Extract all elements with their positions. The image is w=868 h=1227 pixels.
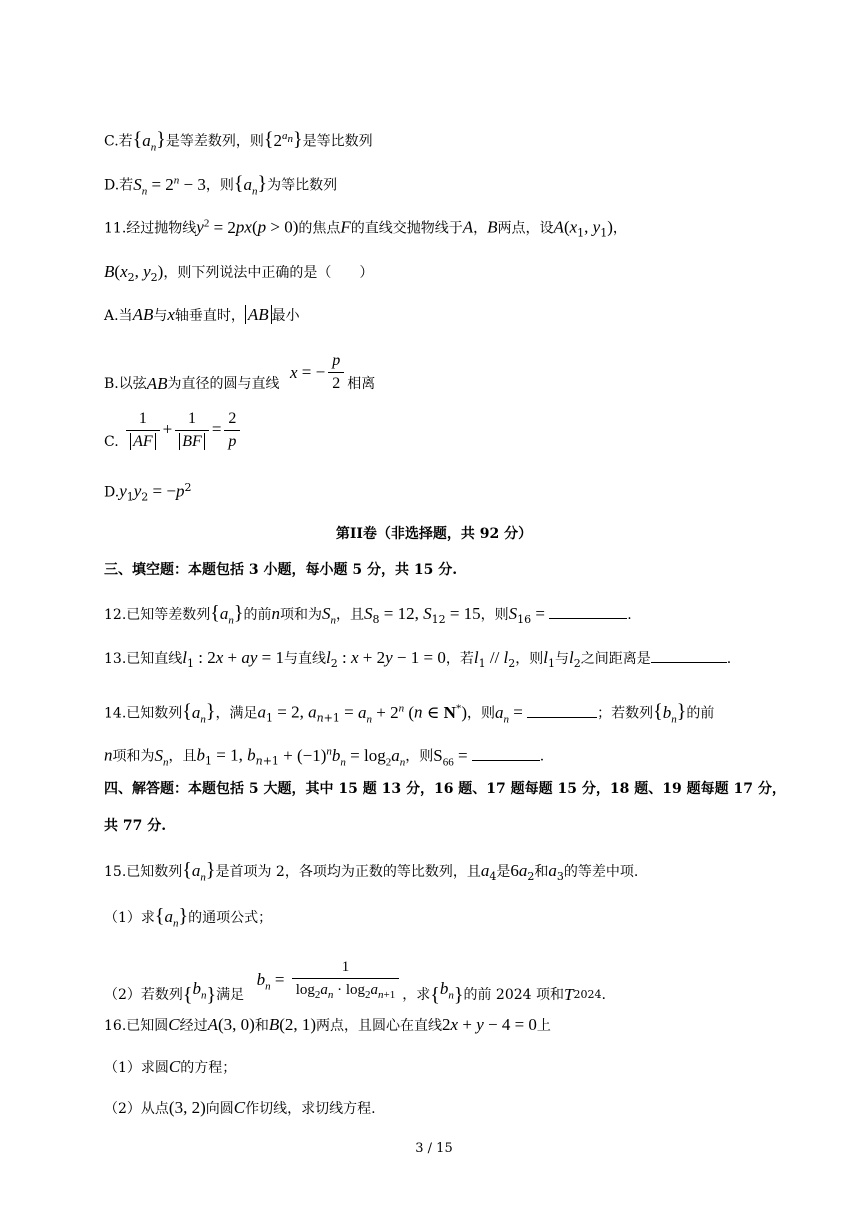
answer-blank[interactable]: [527, 703, 597, 718]
question-13: 13.已知直线$l_1$ : 2x + ay = 1与直线$l_2$ : x + 2y − 1 = 0，若$l_1 // l_2$，则$l_1$与$l_2$之间距离是 .: [104, 648, 732, 670]
section-4-heading-line1: 四、解答题：本题包括 5 大题，其中 15 题 13 分，16 题、17 题每题 15 分，18 题、19 题每题 17 分，: [104, 781, 786, 797]
question-16-part2: （2）从点(3, 2)向圆C作切线，求切线方程.: [104, 1098, 376, 1117]
text: 为等比数列: [267, 177, 338, 194]
question-14-line2: n项和为$S_n$，且$b_1 = 1$, $b_{n+1} + (-1)^nb_n = \log_2a_n$，则$S_{66}$ = .: [104, 745, 545, 769]
question-15-part1: （1）求$\{a_n\}$的通项公式；: [104, 905, 273, 930]
question-15-part2: （2）若数列$\{b_n\}$满足 $b_n$ = $\frac{1}{\log_2a_n \cdot \log_2a_{n+1}}$ ，求$\{b_n\}$的前 2024 项和T2024.: [104, 959, 606, 1006]
text: D.若: [104, 177, 134, 194]
text: C.若: [104, 133, 133, 150]
q11-option-d: $D.y_1y_2 = -p^2$: [104, 481, 192, 504]
question-12: 12.已知等差数列$\{a_n\}$的前n项和为$S_n$，且$S_8 = 12$, $S_{12} = 15$，则$S_{16}$ = .: [104, 602, 632, 627]
q11-stem-line2: $B(x_2$, $y_2$)，则下列说法中正确的是（ ）: [104, 262, 374, 284]
text: 是等比数列: [302, 133, 373, 150]
text: 是等差数列，则: [165, 133, 264, 150]
text: ，则: [205, 177, 234, 194]
question-15: 15.已知数列$\{a_n\}$是首项为 2，各项均为正数的等比数列，且$a_4$是$6a_2$和$a_3$的等差中项.: [104, 859, 639, 884]
section-2-title: 第II卷（非选择题，共 92 分）: [335, 526, 533, 542]
q11-option-a: A.当AB与x轴垂直时， AB 最小: [104, 305, 300, 324]
section-3-heading: 三、填空题：本题包括 3 小题，每小题 5 分，共 15 分.: [104, 562, 458, 578]
question-16: 16.已知圆C经过A(3, 0)和B(2, 1)两点，且圆心在直线2x + y − 4 = 0上: [104, 1015, 551, 1034]
answer-blank[interactable]: [472, 746, 540, 761]
section-4-heading-line2: 共 77 分.: [104, 818, 167, 834]
q10-option-c: C.若$\{a_n\}$是等差数列，则$\{2^{a_n}\}$是等比数列: [104, 128, 373, 154]
q10-option-d: D.若$S_n = 2^n - 3$，则$\{a_n\}$为等比数列: [104, 172, 338, 198]
q11-stem-line1: 11.经过抛物线$y^2 = 2px(p > 0)$的焦点F的直线交抛物线于A，B两点，设$A(x_1$, $y_1$)，: [104, 217, 627, 240]
answer-blank[interactable]: [549, 604, 627, 619]
page-number: 3 / 15: [415, 1141, 453, 1156]
answer-blank[interactable]: [651, 648, 727, 663]
q11-option-b: B.以弦AB为直径的圆与直线 x = − $\frac{p}{2}$ 相离: [104, 352, 376, 393]
q11-option-c: C. $\frac{1}{AF}$ + $\frac{1}{BF}$ = $\frac{2}{p}$: [104, 408, 243, 453]
question-14-line1: 14.已知数列$\{a_n\}$，满足$a_1 = 2$, $a_{n+1} = a_n + 2^n$ (n ∈ N*)，则$a_n$ = ；若数列$\{b_n\}$的前: [104, 700, 715, 726]
question-16-part1: （1）求圆C的方程；: [104, 1057, 237, 1076]
